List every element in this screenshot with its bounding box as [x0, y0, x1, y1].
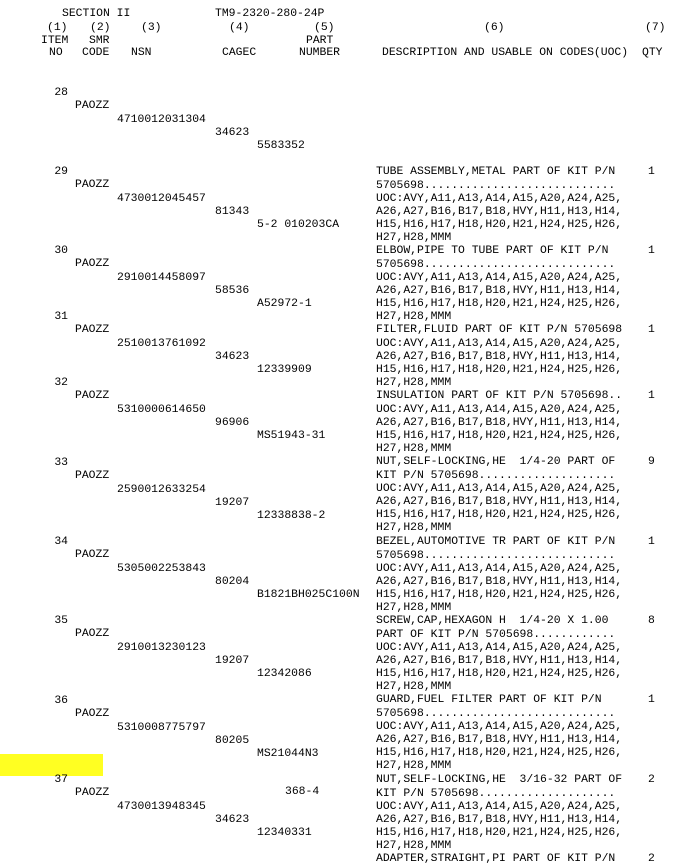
nsn: 2590012633254: [117, 483, 206, 496]
cagec: 19207: [215, 496, 250, 509]
item-no: 29: [54, 166, 68, 179]
nsn: 5310008775797: [117, 721, 206, 734]
col-num-1: (1): [47, 22, 68, 34]
description-line: H27,H28,MMM: [376, 232, 452, 245]
qty: 1: [648, 694, 655, 707]
qty: 1: [648, 245, 655, 258]
part-number: 5-2 010203CA: [257, 219, 340, 232]
qty: 8: [648, 615, 655, 628]
part-number: MS21044N3: [257, 748, 319, 761]
nsn: 2510013761092: [117, 337, 206, 350]
col-num-5: (5): [314, 22, 335, 34]
description-line: UOC:AVY,A11,A13,A14,A15,A20,A24,A25,: [376, 562, 623, 575]
qty: 1: [648, 166, 655, 179]
item-no: 37: [54, 774, 68, 787]
description-line: A26,A27,B16,B17,B18,HVY,H11,H13,H14,: [376, 655, 623, 668]
smr-code: PAOZZ: [75, 708, 110, 721]
nsn: 5310000614650: [117, 403, 206, 416]
cagec: 34623: [215, 350, 250, 363]
cagec: 96906: [215, 416, 250, 429]
description-line: UOC:AVY,A11,A13,A14,A15,A20,A24,A25,: [376, 403, 623, 416]
part-number: 5583352: [257, 140, 305, 153]
description-line: UOC:AVY,A11,A13,A14,A15,A20,A24,A25,: [376, 720, 623, 733]
description-line: H15,H16,H17,H18,H20,H21,H24,H25,H26,: [376, 668, 623, 681]
description-line: FILTER,FLUID PART OF KIT P/N 5705698: [376, 324, 623, 337]
smr-code: PAOZZ: [75, 324, 110, 337]
description-line: H15,H16,H17,H18,H20,H21,H24,H25,H26,: [376, 364, 623, 377]
description-line: H15,H16,H17,H18,H20,H21,H24,H25,H26,: [376, 827, 623, 840]
col-num-6: (6): [484, 22, 505, 34]
item-no: 34: [54, 536, 68, 549]
nsn: 5305002253843: [117, 562, 206, 575]
item-no: 36: [54, 695, 68, 708]
description-line: H27,H28,MMM: [376, 377, 452, 390]
description-line: BEZEL,AUTOMOTIVE TR PART OF KIT P/N: [376, 536, 616, 549]
description-line: UOC:AVY,A11,A13,A14,A15,A20,A24,A25,: [376, 800, 623, 813]
part-number: B1821BH025C100N: [257, 589, 360, 602]
description-line: H27,H28,MMM: [376, 840, 452, 853]
description-line: H27,H28,MMM: [376, 443, 452, 456]
col3-label: NSN: [131, 47, 152, 59]
description-line: H15,H16,H17,H18,H20,H21,H24,H25,H26,: [376, 298, 623, 311]
description-line: H15,H16,H17,H18,H20,H21,H24,H25,H26,: [376, 509, 623, 522]
page-number: 368-4: [285, 786, 320, 798]
smr-code: PAOZZ: [75, 258, 110, 271]
nsn: 2910014458097: [117, 271, 206, 284]
description-line: H15,H16,H17,H18,H20,H21,H24,H25,H26,: [376, 747, 623, 760]
description-line: NUT,SELF-LOCKING,HE 1/4-20 PART OF: [376, 456, 616, 469]
cagec: 34623: [215, 813, 250, 826]
table-row: [0, 761, 692, 867]
description-line: ADAPTER,STRAIGHT,PI PART OF KIT P/N: [376, 853, 616, 866]
description-line: A26,A27,B16,B17,B18,HVY,H11,H13,H14,: [376, 285, 623, 298]
description-line: UOC:AVY,A11,A13,A14,A15,A20,A24,A25,: [376, 192, 623, 205]
part-number: A52972-1: [257, 298, 312, 311]
description-line: 5705698............................: [376, 549, 616, 562]
part-number: 12340331: [257, 827, 312, 840]
cagec: 58536: [215, 284, 250, 297]
cagec: 80205: [215, 734, 250, 747]
nsn: 4730013948345: [117, 800, 206, 813]
description-line: H27,H28,MMM: [376, 760, 452, 773]
description-line: GUARD,FUEL FILTER PART OF KIT P/N: [376, 694, 602, 707]
smr-code: PAOZZ: [75, 100, 110, 113]
part-number: 12338838-2: [257, 510, 326, 523]
description-line: A26,A27,B16,B17,B18,HVY,H11,H13,H14,: [376, 416, 623, 429]
doc-id: TM9-2320-280-24P: [215, 8, 325, 20]
section-label: SECTION II: [62, 8, 131, 20]
description: [376, 853, 615, 866]
description-line: H27,H28,MMM: [376, 311, 452, 324]
item-no: 28: [54, 87, 68, 100]
smr-code: PAOZZ: [75, 390, 110, 403]
qty: 1: [648, 536, 655, 549]
smr-code: PAOZZ: [75, 179, 110, 192]
part-number: 12339909: [257, 364, 312, 377]
col7-label: QTY: [642, 47, 663, 59]
description-line: SCREW,CAP,HEXAGON H 1/4-20 X 1.00: [376, 615, 609, 628]
qty: 9: [648, 456, 655, 469]
cagec: 81343: [215, 205, 250, 218]
col-num-7: (7): [645, 22, 666, 34]
description-line: PART OF KIT P/N 5705698............: [376, 628, 616, 641]
description-line: UOC:AVY,A11,A13,A14,A15,A20,A24,A25,: [376, 271, 623, 284]
description-line: A26,A27,B16,B17,B18,HVY,H11,H13,H14,: [376, 576, 623, 589]
item-no: 35: [54, 615, 68, 628]
description-line: TUBE ASSEMBLY,METAL PART OF KIT P/N: [376, 166, 616, 179]
description-line: H15,H16,H17,H18,H20,H21,H24,H25,H26,: [376, 219, 623, 232]
qty: 2: [648, 853, 655, 866]
description-line: 5705698............................: [376, 707, 616, 720]
cagec: 34623: [215, 126, 250, 139]
description-line: UOC:AVY,A11,A13,A14,A15,A20,A24,A25,: [376, 482, 623, 495]
col2-label-a: SMR: [89, 35, 110, 47]
cagec: 19207: [215, 654, 250, 667]
item-no: 31: [54, 311, 68, 324]
col1-label-b: NO: [49, 47, 63, 59]
description-line: 5705698............................: [376, 179, 616, 192]
nsn: 4710012031304: [117, 113, 206, 126]
description-line: UOC:AVY,A11,A13,A14,A15,A20,A24,A25,: [376, 641, 623, 654]
col5-label-a: PART: [306, 35, 334, 47]
description-line: H27,H28,MMM: [376, 522, 452, 535]
description-line: UOC:AVY,A11,A13,A14,A15,A20,A24,A25,: [376, 337, 623, 350]
description-line: KIT P/N 5705698....................: [376, 787, 616, 800]
description-line: 5705698............................: [376, 258, 616, 271]
cagec: 80204: [215, 575, 250, 588]
description-line: A26,A27,B16,B17,B18,HVY,H11,H13,H14,: [376, 734, 623, 747]
description-line: A26,A27,B16,B17,B18,HVY,H11,H13,H14,: [376, 350, 623, 363]
col6-label: DESCRIPTION AND USABLE ON CODES(UOC): [382, 47, 629, 59]
description-line: H27,H28,MMM: [376, 602, 452, 615]
description-line: INSULATION PART OF KIT P/N 5705698..: [376, 390, 623, 403]
col1-label-a: ITEM: [41, 35, 69, 47]
col2-label-b: CODE: [82, 47, 110, 59]
qty: 1: [648, 324, 655, 337]
col-num-2: (2): [90, 22, 111, 34]
smr-code: PAOZZ: [75, 549, 110, 562]
col4-label: CAGEC: [222, 47, 257, 59]
description-line: KIT P/N 5705698....................: [376, 469, 616, 482]
col-num-4: (4): [229, 22, 250, 34]
description-line: ELBOW,PIPE TO TUBE PART OF KIT P/N: [376, 245, 609, 258]
smr-code: PAOZZ: [75, 470, 110, 483]
col-num-3: (3): [141, 22, 162, 34]
item-no: 30: [54, 245, 68, 258]
description-line: H15,H16,H17,H18,H20,H21,H24,H25,H26,: [376, 589, 623, 602]
description-line: A26,A27,B16,B17,B18,HVY,H11,H13,H14,: [376, 206, 623, 219]
qty: 2: [648, 774, 655, 787]
description-line: A26,A27,B16,B17,B18,HVY,H11,H13,H14,: [376, 496, 623, 509]
part-number: MS51943-31: [257, 430, 326, 443]
description-line: NUT,SELF-LOCKING,HE 3/16-32 PART OF: [376, 774, 623, 787]
description-line: H15,H16,H17,H18,H20,H21,H24,H25,H26,: [376, 430, 623, 443]
part-number: 12342086: [257, 668, 312, 681]
qty: 1: [648, 390, 655, 403]
nsn: 2910013230123: [117, 641, 206, 654]
smr-code: PAOZZ: [75, 628, 110, 641]
item-no: 32: [54, 377, 68, 390]
description-line: A26,A27,B16,B17,B18,HVY,H11,H13,H14,: [376, 814, 623, 827]
col5-label-b: NUMBER: [299, 47, 341, 59]
item-no: 33: [54, 457, 68, 470]
description-line: H27,H28,MMM: [376, 681, 452, 694]
smr-code: PAOZZ: [75, 787, 110, 800]
nsn: 4730012045457: [117, 192, 206, 205]
